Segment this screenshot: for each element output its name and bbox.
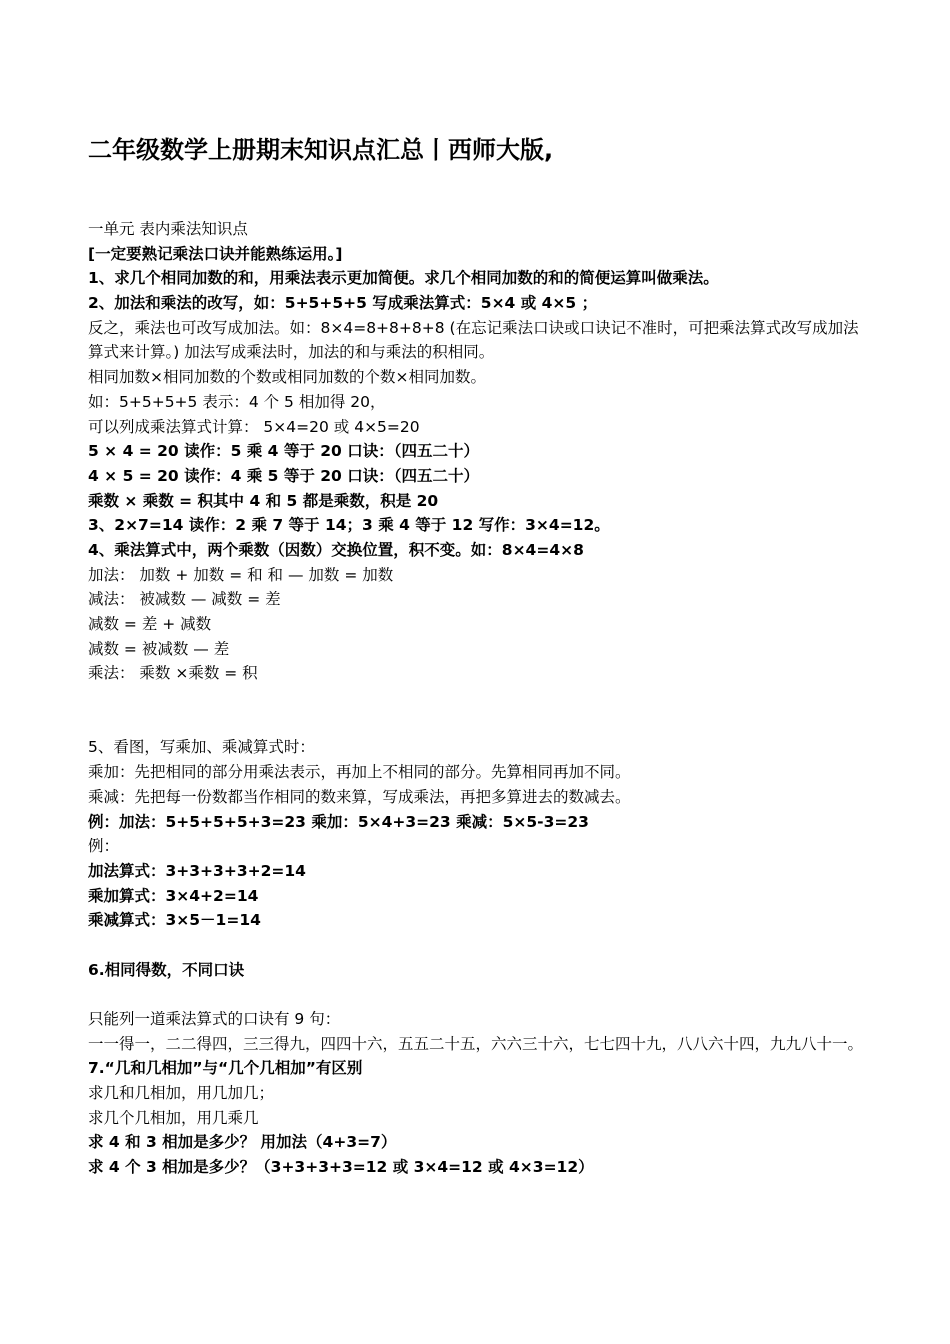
unit-heading: 一单元 表内乘法知识点 [88, 220, 248, 238]
mult-add-formula: 乘加算式：3×4+2=14 [88, 886, 259, 905]
document-body [88, 217, 870, 1180]
mult-sub-formula: 乘减算式：3×5－1=14 [88, 911, 261, 930]
point-4: 4、乘法算式中，两个乘数（因数）交换位置，积不变。如：8×4=4×8 [88, 540, 584, 559]
point-2: 2、加法和乘法的改写，如：5+5+5+5 写成乘法算式：5×4 或 4×5 ； [88, 294, 598, 313]
point-5-add: 乘加：先把相同的部分用乘法表示，再加上不相同的部分。先算相同再加不同。 [88, 763, 631, 782]
blank-line [88, 933, 870, 958]
example-line: 如：5+5+5+5 表示：4 个 5 相加得 20， [88, 392, 386, 411]
point-5: 5、看图，写乘加、乘减算式时： [88, 738, 315, 757]
point-6: 6.相同得数，不同口诀 [88, 960, 245, 979]
point-5-example: 例：加法：5+5+5+5+3=23 乘加：5×4+3=23 乘减：5×5-3=23 [88, 812, 589, 831]
point-7-add: 求几和几相加，用几加几； [88, 1084, 275, 1103]
multiplication-rule: 乘法： 乘数 ×乘数 = 积 [88, 664, 258, 683]
point-2-detail: 反之，乘法也可改写成加法。如：8×4=8+8+8+8 (在忘记乘法口诀或口诀记不准时，可把乘法算式改写成加法算式来计算。) 加法写成乘法时，加法的和与乘法的积相同。 [88, 318, 859, 362]
point-6-list: 一一得一，二二得四，三三得九，四四十六，五五二十五，六六三十六，七七四十九，八八六十四，九九八十一。 [88, 1034, 864, 1053]
point-2-formula: 相同加数×相同加数的个数或相同加数的个数×相同加数。 [88, 368, 486, 387]
tip-line: [一定要熟记乘法口诀并能熟练运用。] [88, 244, 343, 263]
addition-rule: 加法： 加数 + 加数 = 和 和 — 加数 = 加数 [88, 565, 394, 584]
blank-line [88, 711, 870, 736]
point-5-sub: 乘减：先把每一份数都当作相同的数来算，写成乘法，再把多算进去的数减去。 [88, 787, 631, 806]
point-7-mult: 求几个几相加，用几乘几 [88, 1108, 259, 1127]
reading-line-2: 4 × 5 = 20 读作：4 乘 5 等于 20 口诀：（四五二十） [88, 466, 479, 485]
terms-line: 乘数 × 乘数 = 积其中 4 和 5 都是乘数，积是 20 [88, 491, 439, 510]
subtraction-rule: 减法： 被减数 — 减数 = 差 [88, 590, 281, 609]
point-7-example-2: 求 4 个 3 相加是多少？（3+3+3+3=12 或 3×4=12 或 4×3=12） [88, 1158, 594, 1177]
reading-line-1: 5 × 4 = 20 读作：5 乘 4 等于 20 口诀：（四五二十） [88, 442, 479, 461]
point-1: 1、求几个相同加数的和，用乘法表示更加简便。求几个相同加数的和的简便运算叫做乘法。 [88, 269, 719, 288]
point-7-example-1: 求 4 和 3 相加是多少？ 用加法（4+3=7） [88, 1133, 397, 1152]
blank-line [88, 686, 870, 711]
point-3: 3、2×7=14 读作：2 乘 7 等于 14；3 乘 4 等于 12 写作：3×4=12。 [88, 516, 610, 535]
subtraction-rule-2: 减数 = 差 + 减数 [88, 615, 212, 634]
example-label: 例： [88, 837, 120, 856]
document-title: 二年级数学上册期末知识点汇总丨西师大版, [88, 136, 554, 164]
blank-line [88, 982, 870, 1007]
addition-formula: 加法算式：3+3+3+3+2=14 [88, 861, 306, 880]
subtraction-rule-3: 减数 = 被减数 — 差 [88, 639, 230, 658]
point-6-detail: 只能列一道乘法算式的口诀有 9 句： [88, 1010, 341, 1029]
example-equation: 可以列成乘法算式计算： 5×4=20 或 4×5=20 [88, 417, 420, 436]
point-7: 7.“几和几相加”与“几个几相加”有区别 [88, 1059, 363, 1078]
